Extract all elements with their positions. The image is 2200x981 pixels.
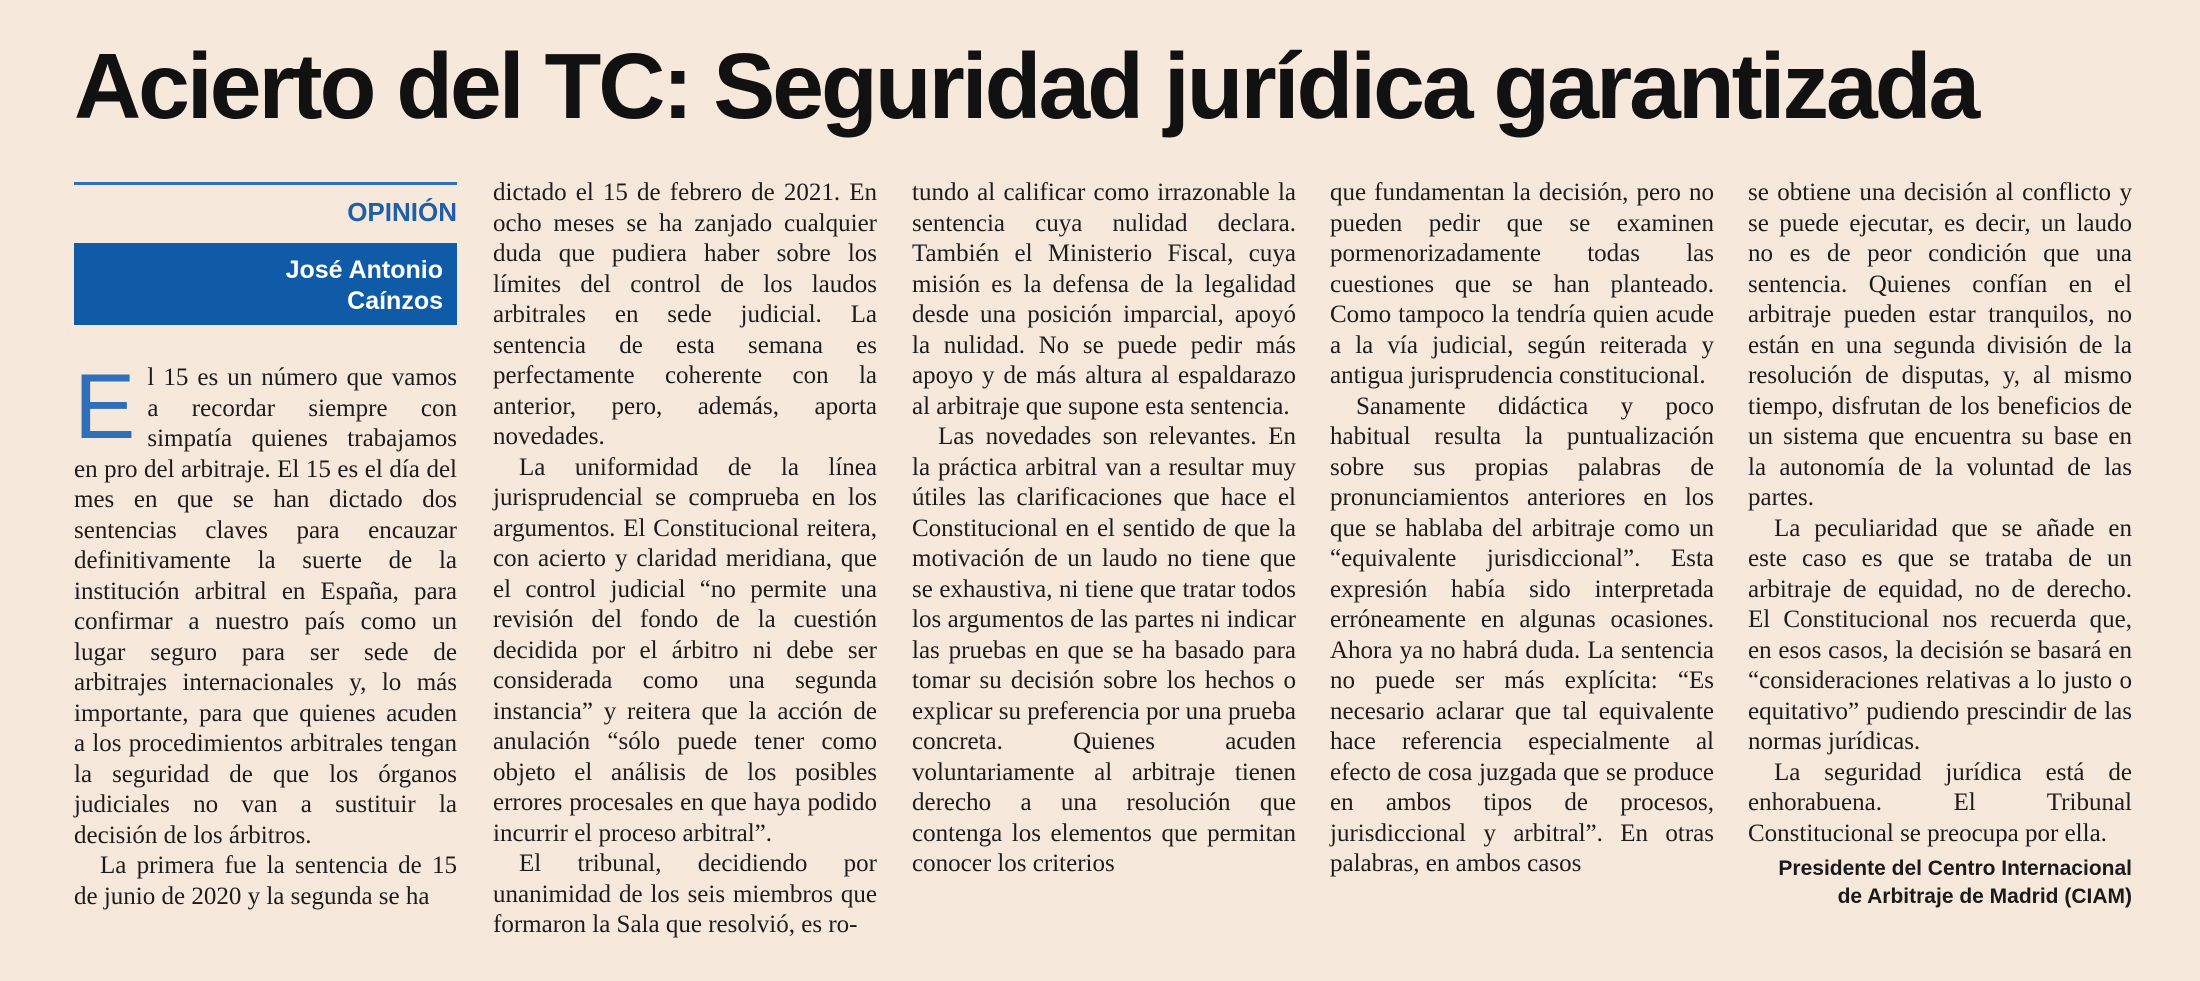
signature-line: Presidente del Centro Internacional [1778, 857, 2132, 880]
article-column-5 [1748, 178, 2132, 911]
paragraph: La primera fue la sentencia de 15 de junio de 2020 y la segunda se ha [74, 852, 457, 910]
author-signature [1748, 855, 2132, 911]
paragraph [74, 356, 457, 851]
signature-line: de Arbitraje de Madrid (CIAM) [1837, 885, 2132, 908]
paragraph: Sanamente didáctica y poco habitual resulta la puntualización sobre sus propias palabras de pronunciamientos anteriores en los que se hablaba del arbitraje como un “equivalente jurisdiccional”. Esta expresión había sido interpretada erróneamente en algunas ocasiones. Ahora ya no habrá duda. La sentencia no puede ser más explícita: “Es necesario aclarar que tal equivalente hace referencia especialmente al efecto de cosa juzgada que se produce en ambos tipos de procesos, jurisdiccional y arbitral”. En otras palabras, en ambos casos [1330, 392, 1714, 877]
author-last-name: Caínzos [347, 287, 443, 315]
section-label: OPINIÓN [347, 197, 457, 227]
article-column-4 [1330, 178, 1714, 880]
paragraph: dictado el 15 de febrero de 2021. En ocho meses se ha zanjado cualquier duda que pudiera haber sobre los límites del control de los laudos arbitrales en sede judicial. La sentencia de esta semana es perfectamente coherente con la anterior, pero, además, aporta novedades. [493, 179, 877, 450]
paragraph: La seguridad jurídica está de enhorabuena. El Tribunal Constitucional se preocupa por ella. [1748, 758, 2132, 847]
section-rule [74, 182, 457, 185]
paragraph: tundo al calificar como irrazonable la sentencia cuya nulidad declara. También el Ministerio Fiscal, cuya misión es la defensa de la legalidad desde una posición imparcial, apoyó la nulidad. No se puede pedir más apoyo y de más altura al espaldarazo al arbitraje que supone esta sentencia. [912, 179, 1296, 420]
paragraph: El tribunal, decidiendo por unanimidad de los seis miembros que formaron la Sala que resolvió, es ro- [493, 850, 877, 938]
paragraph: que fundamentan la decisión, pero no pueden pedir que se examinen pormenorizadamente todas las cuestiones que se han planteado. Como tampoco la tendría quien acude a la vía judicial, según reiterada y antigua jurisprudencia constitucional. [1330, 179, 1714, 389]
paragraph: Las novedades son relevantes. En la práctica arbitral van a resultar muy útiles las clarificaciones que hace el Constitucional en el sentido de que la motivación de un laudo no tiene que se exhaustiva, ni tiene que tratar todos los argumentos de las partes ni indicar las pruebas en que se ha basado para tomar su decisión sobre los hechos o explicar su preferencia por una prueba concreta. Quienes acuden voluntariamente al arbitraje tienen derecho a una resolución que contenga los elementos que permitan conocer los criterios [912, 423, 1296, 877]
article-column-3 [912, 178, 1296, 880]
paragraph: La uniformidad de la línea jurisprudencial se comprueba en los argumentos. El Constitucional reitera, con acierto y claridad meridiana, que el control judicial “no permite una revisión del fondo de la cuestión decidida por el árbitro ni debe ser considerada como una segunda instancia” y reitera que la acción de anulación “sólo puede tener como objeto el análisis de los posibles errores procesales en que haya podido incurrir el proceso arbitral”. [493, 453, 877, 847]
paragraph-text: l 15 es un número que vamos a recordar siempre con simpatía quienes trabajamos en pro del arbitraje. El 15 es el día del mes en que se han dictado dos sentencias claves para encauzar definitivamente la suerte de la institución arbitral en España, para confirmar a nuestro país como un lugar seguro para ser sede de arbitrajes internacionales y, lo más importante, para que quienes acuden a los procedimientos arbitrales tengan la seguridad de que los órganos judiciales no van a sustituir la decisión de los árbitros. [74, 364, 457, 849]
headline: Acierto del TC: Seguridad jurídica garantizada [74, 34, 1978, 138]
author-box [74, 243, 457, 325]
paragraph: La peculiaridad que se añade en este caso es que se trataba de un arbitraje de equidad, no de derecho. El Constitucional nos recuerda que, en esos casos, la decisión se basará en “consideraciones relativas a lo justo o equitativo” pudiendo prescindir de las normas jurídicas. [1748, 514, 2132, 755]
article-column-2 [493, 178, 877, 941]
article-column-1 [74, 182, 457, 912]
paragraph: se obtiene una decisión al conflicto y se puede ejecutar, es decir, un laudo no es de peor condición que una sentencia. Quienes confían en el arbitraje pueden estar tranquilos, no están en una segunda división de la resolución de disputas, y, al mismo tiempo, disfrutan de los beneficios de un sistema que encuentra su base en la autonomía de la voluntad de las partes. [1748, 179, 2132, 511]
author-first-name: José Antonio [285, 256, 443, 284]
drop-cap: E [74, 356, 136, 458]
